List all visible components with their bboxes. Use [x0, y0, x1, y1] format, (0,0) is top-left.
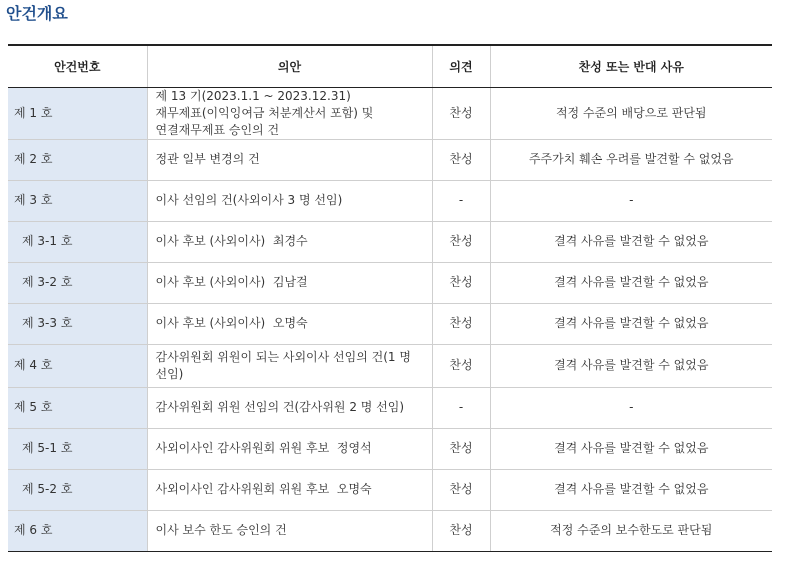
- cell-reason: 주주가치 훼손 우려를 발견할 수 없었음: [490, 139, 772, 180]
- cell-reason: -: [490, 387, 772, 428]
- table-row: [8, 387, 772, 428]
- cell-agenda-number: 제 1 호: [8, 87, 147, 139]
- cell-agenda-number: 제 6 호: [8, 510, 147, 551]
- cell-opinion: 찬성: [432, 510, 490, 551]
- cell-reason: 결격 사유를 발견할 수 없었음: [490, 344, 772, 387]
- cell-agenda-number: 제 3-2 호: [8, 262, 147, 303]
- agenda-line: 사외이사인 감사위원회 위원 후보 정영석: [155, 441, 372, 455]
- table-row: [8, 262, 772, 303]
- cell-agenda-number: 제 3-1 호: [8, 221, 147, 262]
- cell-agenda: [147, 262, 432, 303]
- agenda-line: 이사 후보 (사외이사) 오명숙: [155, 316, 308, 330]
- agenda-line: 선임): [155, 366, 184, 381]
- cell-agenda-number: 제 3-3 호: [8, 303, 147, 344]
- cell-agenda: [147, 87, 432, 139]
- cell-agenda: [147, 469, 432, 510]
- cell-agenda: [147, 387, 432, 428]
- cell-agenda: [147, 344, 432, 387]
- cell-agenda-number: 제 5-2 호: [8, 469, 147, 510]
- header-reason: 찬성 또는 반대 사유: [490, 45, 772, 87]
- agenda-line: 재무제표(이익잉여금 처분계산서 포함) 및: [155, 105, 374, 120]
- cell-reason: 결격 사유를 발견할 수 없었음: [490, 221, 772, 262]
- header-opinion: 의견: [432, 45, 490, 87]
- agenda-line: 이사 후보 (사외이사) 김남걸: [155, 275, 308, 289]
- table-row: [8, 428, 772, 469]
- agenda-line: 제 13 기(2023.1.1 ~ 2023.12.31): [155, 88, 351, 103]
- cell-opinion: 찬성: [432, 344, 490, 387]
- agenda-table: [8, 44, 772, 552]
- cell-opinion: 찬성: [432, 428, 490, 469]
- cell-agenda: [147, 139, 432, 180]
- agenda-line: 감사위원회 위원 선임의 건(감사위원 2 명 선임): [155, 400, 405, 414]
- cell-agenda: [147, 510, 432, 551]
- cell-agenda-number: 제 4 호: [8, 344, 147, 387]
- page-title: 안건개요: [6, 4, 68, 23]
- cell-opinion: 찬성: [432, 469, 490, 510]
- cell-agenda: [147, 428, 432, 469]
- agenda-line: 감사위원회 위원이 되는 사외이사 선임의 건(1 명: [155, 349, 411, 364]
- header-agenda-number: 안건번호: [8, 45, 147, 87]
- agenda-line: 이사 보수 한도 승인의 건: [155, 523, 287, 537]
- cell-agenda-number: 제 3 호: [8, 180, 147, 221]
- cell-opinion: 찬성: [432, 262, 490, 303]
- table-row: [8, 180, 772, 221]
- table-row: [8, 303, 772, 344]
- cell-agenda-number: 제 2 호: [8, 139, 147, 180]
- table-row: [8, 139, 772, 180]
- cell-opinion: -: [432, 180, 490, 221]
- cell-agenda-number: 제 5-1 호: [8, 428, 147, 469]
- cell-agenda: [147, 221, 432, 262]
- cell-opinion: -: [432, 387, 490, 428]
- cell-reason: 적정 수준의 배당으로 판단됨: [490, 87, 772, 139]
- cell-opinion: 찬성: [432, 139, 490, 180]
- cell-reason: 결격 사유를 발견할 수 없었음: [490, 262, 772, 303]
- cell-opinion: 찬성: [432, 303, 490, 344]
- header-agenda: 의안: [147, 45, 432, 87]
- table-body: [8, 87, 772, 551]
- cell-opinion: 찬성: [432, 87, 490, 139]
- table-header-row: [8, 45, 772, 87]
- agenda-line: 이사 후보 (사외이사) 최경수: [155, 234, 308, 248]
- table-row: [8, 469, 772, 510]
- cell-reason: 적정 수준의 보수한도로 판단됨: [490, 510, 772, 551]
- cell-reason: -: [490, 180, 772, 221]
- agenda-line: 정관 일부 변경의 건: [155, 152, 260, 166]
- agenda-line: 이사 선임의 건(사외이사 3 명 선임): [155, 193, 343, 207]
- cell-reason: 결격 사유를 발견할 수 없었음: [490, 469, 772, 510]
- cell-agenda: [147, 180, 432, 221]
- cell-agenda-number: 제 5 호: [8, 387, 147, 428]
- cell-agenda: [147, 303, 432, 344]
- agenda-line: 사외이사인 감사위원회 위원 후보 오명숙: [155, 482, 372, 496]
- table-row: [8, 344, 772, 387]
- table-row: [8, 87, 772, 139]
- cell-opinion: 찬성: [432, 221, 490, 262]
- agenda-line: 연결재무제표 승인의 건: [155, 122, 280, 137]
- table-row: [8, 510, 772, 551]
- table-row: [8, 221, 772, 262]
- cell-reason: 결격 사유를 발견할 수 없었음: [490, 303, 772, 344]
- cell-reason: 결격 사유를 발견할 수 없었음: [490, 428, 772, 469]
